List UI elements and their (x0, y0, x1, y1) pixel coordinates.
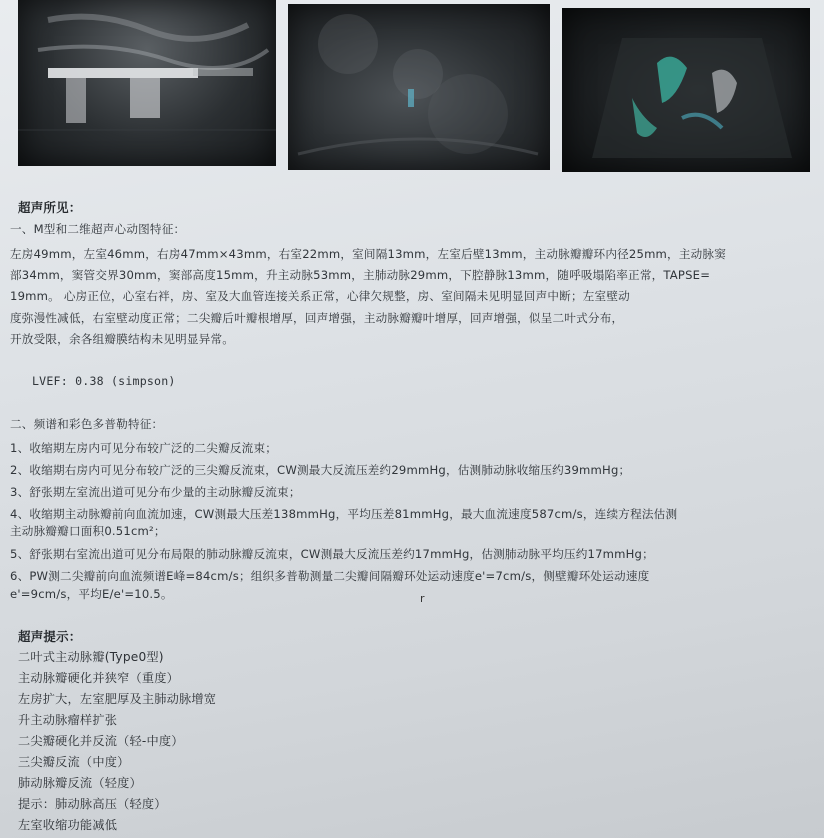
section1-line: 度弥漫性减低，右室壁动度正常；二尖瓣后叶瓣根增厚，回声增强，主动脉瓣瓣叶增厚，回声增强，似呈二叶式分布， (10, 311, 624, 325)
hint-item: 肺动脉瓣反流（轻度） (18, 776, 142, 790)
hint-item: 提示：肺动脉高压（轻度） (18, 797, 167, 811)
section2-line: 主动脉瓣瓣口面积0.51cm²； (10, 524, 166, 538)
section2-heading: 二、频谱和彩色多普勒特征： (10, 417, 164, 431)
hint-item: 升主动脉瘤样扩张 (18, 713, 118, 727)
hint-item: 二尖瓣硬化并反流（轻-中度） (18, 734, 184, 748)
section2-line: 3、舒张期左室流出道可见分布少量的主动脉瓣反流束； (10, 485, 301, 499)
section2-line: 2、收缩期右房内可见分布较广泛的三尖瓣反流束，CW测最大反流压差约29mmHg，估测肺动脉收缩压约39mmHg； (10, 463, 631, 477)
section1-heading: 一、M型和二维超声心动图特征： (10, 222, 186, 236)
section1-line: 开放受限，余各组瓣膜结构未见明显异常。 (10, 332, 235, 346)
section2-line: 5、舒张期右室流出道可见分布局限的肺动脉瓣反流束，CW测最大反流压差约17mmHg，估测肺动脉平均压约17mmHg； (10, 547, 654, 561)
text-cursor-mark: r (420, 592, 425, 605)
hints-title: 超声提示： (18, 629, 82, 644)
section1-line: 部34mm，窦管交界30mm，窦部高度15mm，升主动脉53mm，主肺动脉29mm，下腔静脉13mm，随呼吸塌陷率正常，TAPSE= (10, 268, 711, 282)
section2-line: 6、PW测二尖瓣前向血流频谱E峰=84cm/s；组织多普勒测量二尖瓣间隔瓣环处运动速度e'=7cm/s，侧壁瓣环处运动速度 (10, 569, 650, 583)
hint-item: 主动脉瓣硬化并狭窄（重度） (18, 671, 180, 685)
hint-item: 三尖瓣反流（中度） (18, 755, 130, 769)
hint-item: 二叶式主动脉瓣(Type0型) (18, 650, 164, 664)
section1-line: 左房49mm，左室46mm，右房47mm×43mm，右室22mm，室间隔13mm，左室后壁13mm，主动脉瓣瓣环内径25mm，主动脉窦 (10, 247, 727, 261)
hint-item: 左房扩大，左室肥厚及主肺动脉增宽 (18, 692, 217, 706)
section2-line: 4、收缩期主动脉瓣前向血流加速，CW测最大压差138mmHg，平均压差81mmHg，最大血流速度587cm/s，连续方程法估测 (10, 507, 678, 521)
section2-line: e'=9cm/s，平均E/e'=10.5。 (10, 587, 173, 601)
section2-line: 1、收缩期左房内可见分布较广泛的二尖瓣反流束； (10, 441, 278, 455)
lvef-value: LVEF: 0.38 (simpson) (32, 374, 176, 388)
section1-line: 19mm。 心房正位，心室右袢，房、室及大血管连接关系正常，心律欠规整，房、室间隔未见明显回声中断；左室壁动 (10, 289, 630, 303)
hint-item: 左室收缩功能减低 (18, 818, 118, 832)
findings-title: 超声所见： (18, 200, 82, 215)
